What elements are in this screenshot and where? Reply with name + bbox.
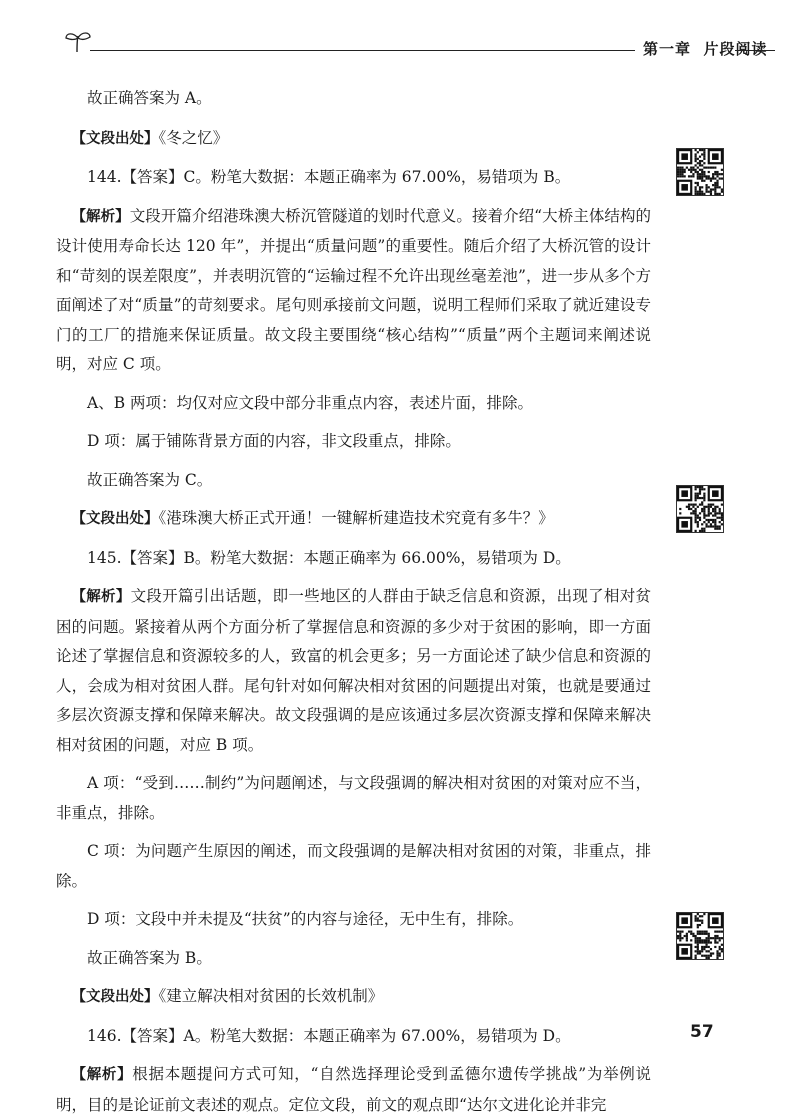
paragraph: A、B 两项：均仅对应文段中部分非重点内容，表述片面，排除。 bbox=[87, 393, 534, 412]
qr-code-icon[interactable] bbox=[676, 148, 724, 196]
chapter-title bbox=[643, 38, 767, 59]
paragraph-source: 【文段出处】《港珠澳大桥正式开通！一键解析建造技术究竟有多牛？》 bbox=[71, 509, 554, 527]
header-rule-left bbox=[90, 50, 635, 51]
paragraph-answer: 146.【答案】A。粉笔大数据：本题正确率为 67.00%，易错项为 D。 bbox=[87, 1026, 571, 1045]
page-body bbox=[56, 84, 651, 1120]
page-number: 57 bbox=[690, 1022, 714, 1042]
paragraph: D 项：属于铺陈背景方面的内容，非文段重点，排除。 bbox=[87, 432, 461, 450]
qr-code-icon[interactable] bbox=[676, 912, 724, 960]
paragraph-source: 【文段出处】《建立解决相对贫困的长效机制》 bbox=[71, 987, 384, 1005]
paragraph-analysis: 【解析】根据本题提问方式可知，“自然选择理论受到孟德尔遗传学挑战”为举例说明，目的是论证前文表述的观点。定位文段，前文的观点即“达尔文进化论并非完 bbox=[56, 1065, 651, 1114]
chapter-number: 第一章 bbox=[643, 40, 692, 58]
sprout-icon bbox=[63, 30, 93, 54]
paragraph: 故正确答案为 B。 bbox=[87, 948, 212, 967]
paragraph: A 项：“受到……制约”为问题阐述，与文段强调的解决相对贫困的对策对应不当，非重点，排除。 bbox=[56, 774, 651, 822]
paragraph-answer: 144.【答案】C。粉笔大数据：本题正确率为 67.00%，易错项为 B。 bbox=[87, 168, 571, 186]
header-rule-right bbox=[735, 50, 775, 51]
paragraph-answer: 145.【答案】B。粉笔大数据：本题正确率为 66.00%，易错项为 D。 bbox=[87, 548, 571, 567]
paragraph-source: 【文段出处】《冬之忆》 bbox=[71, 128, 229, 147]
page-header bbox=[55, 30, 775, 60]
paragraph: 故正确答案为 A。 bbox=[87, 89, 212, 107]
qr-code-icon[interactable] bbox=[676, 485, 724, 533]
paragraph: D 项：文段中并未提及“扶贫”的内容与途径，无中生有，排除。 bbox=[87, 910, 524, 928]
paragraph: 故正确答案为 C。 bbox=[87, 470, 213, 489]
paragraph-analysis: 【解析】文段开篇引出话题，即一些地区的人群由于缺乏信息和资源，出现了相对贫困的问题。紧接着从两个方面分析了掌握信息和资源的多少对于贫困的影响，即一方面论述了掌握信息和资源较多的人，致富的机会更多；另一方面论述了缺少信息和资源的人，会成为相对贫困人群。尾句针对如何解决相对贫困的问题提出对策，也就是要通过多层次资源支撑和保障来解决。故文段强调的是应该通过多层次资源支撑和保障来解决相对贫困的问题，对应 B 项。 bbox=[56, 587, 651, 754]
paragraph-analysis: 【解析】文段开篇介绍港珠澳大桥沉管隧道的划时代意义。接着介绍“大桥主体结构的设计使用寿命长达 120 年”，并提出“质量问题”的重要性。随后介绍了大桥沉管的设计和“苛刻的误差限度”，并表明沉管的“运输过程不允许出现丝毫差池”，进一步从多个方面阐述了对“质量”的苛刻要求。尾句则承接前文问题，说明工程师们采取了就近建设专门的工厂的措施来保证质量。故文段主要围绕“核心结构”“质量”两个主题词来阐述说明，对应 C 项。 bbox=[56, 206, 652, 373]
section-name: 片段阅读 bbox=[703, 40, 768, 58]
paragraph: C 项：为问题产生原因的阐述，而文段强调的是解决相对贫困的对策，非重点，排除。 bbox=[56, 842, 651, 890]
